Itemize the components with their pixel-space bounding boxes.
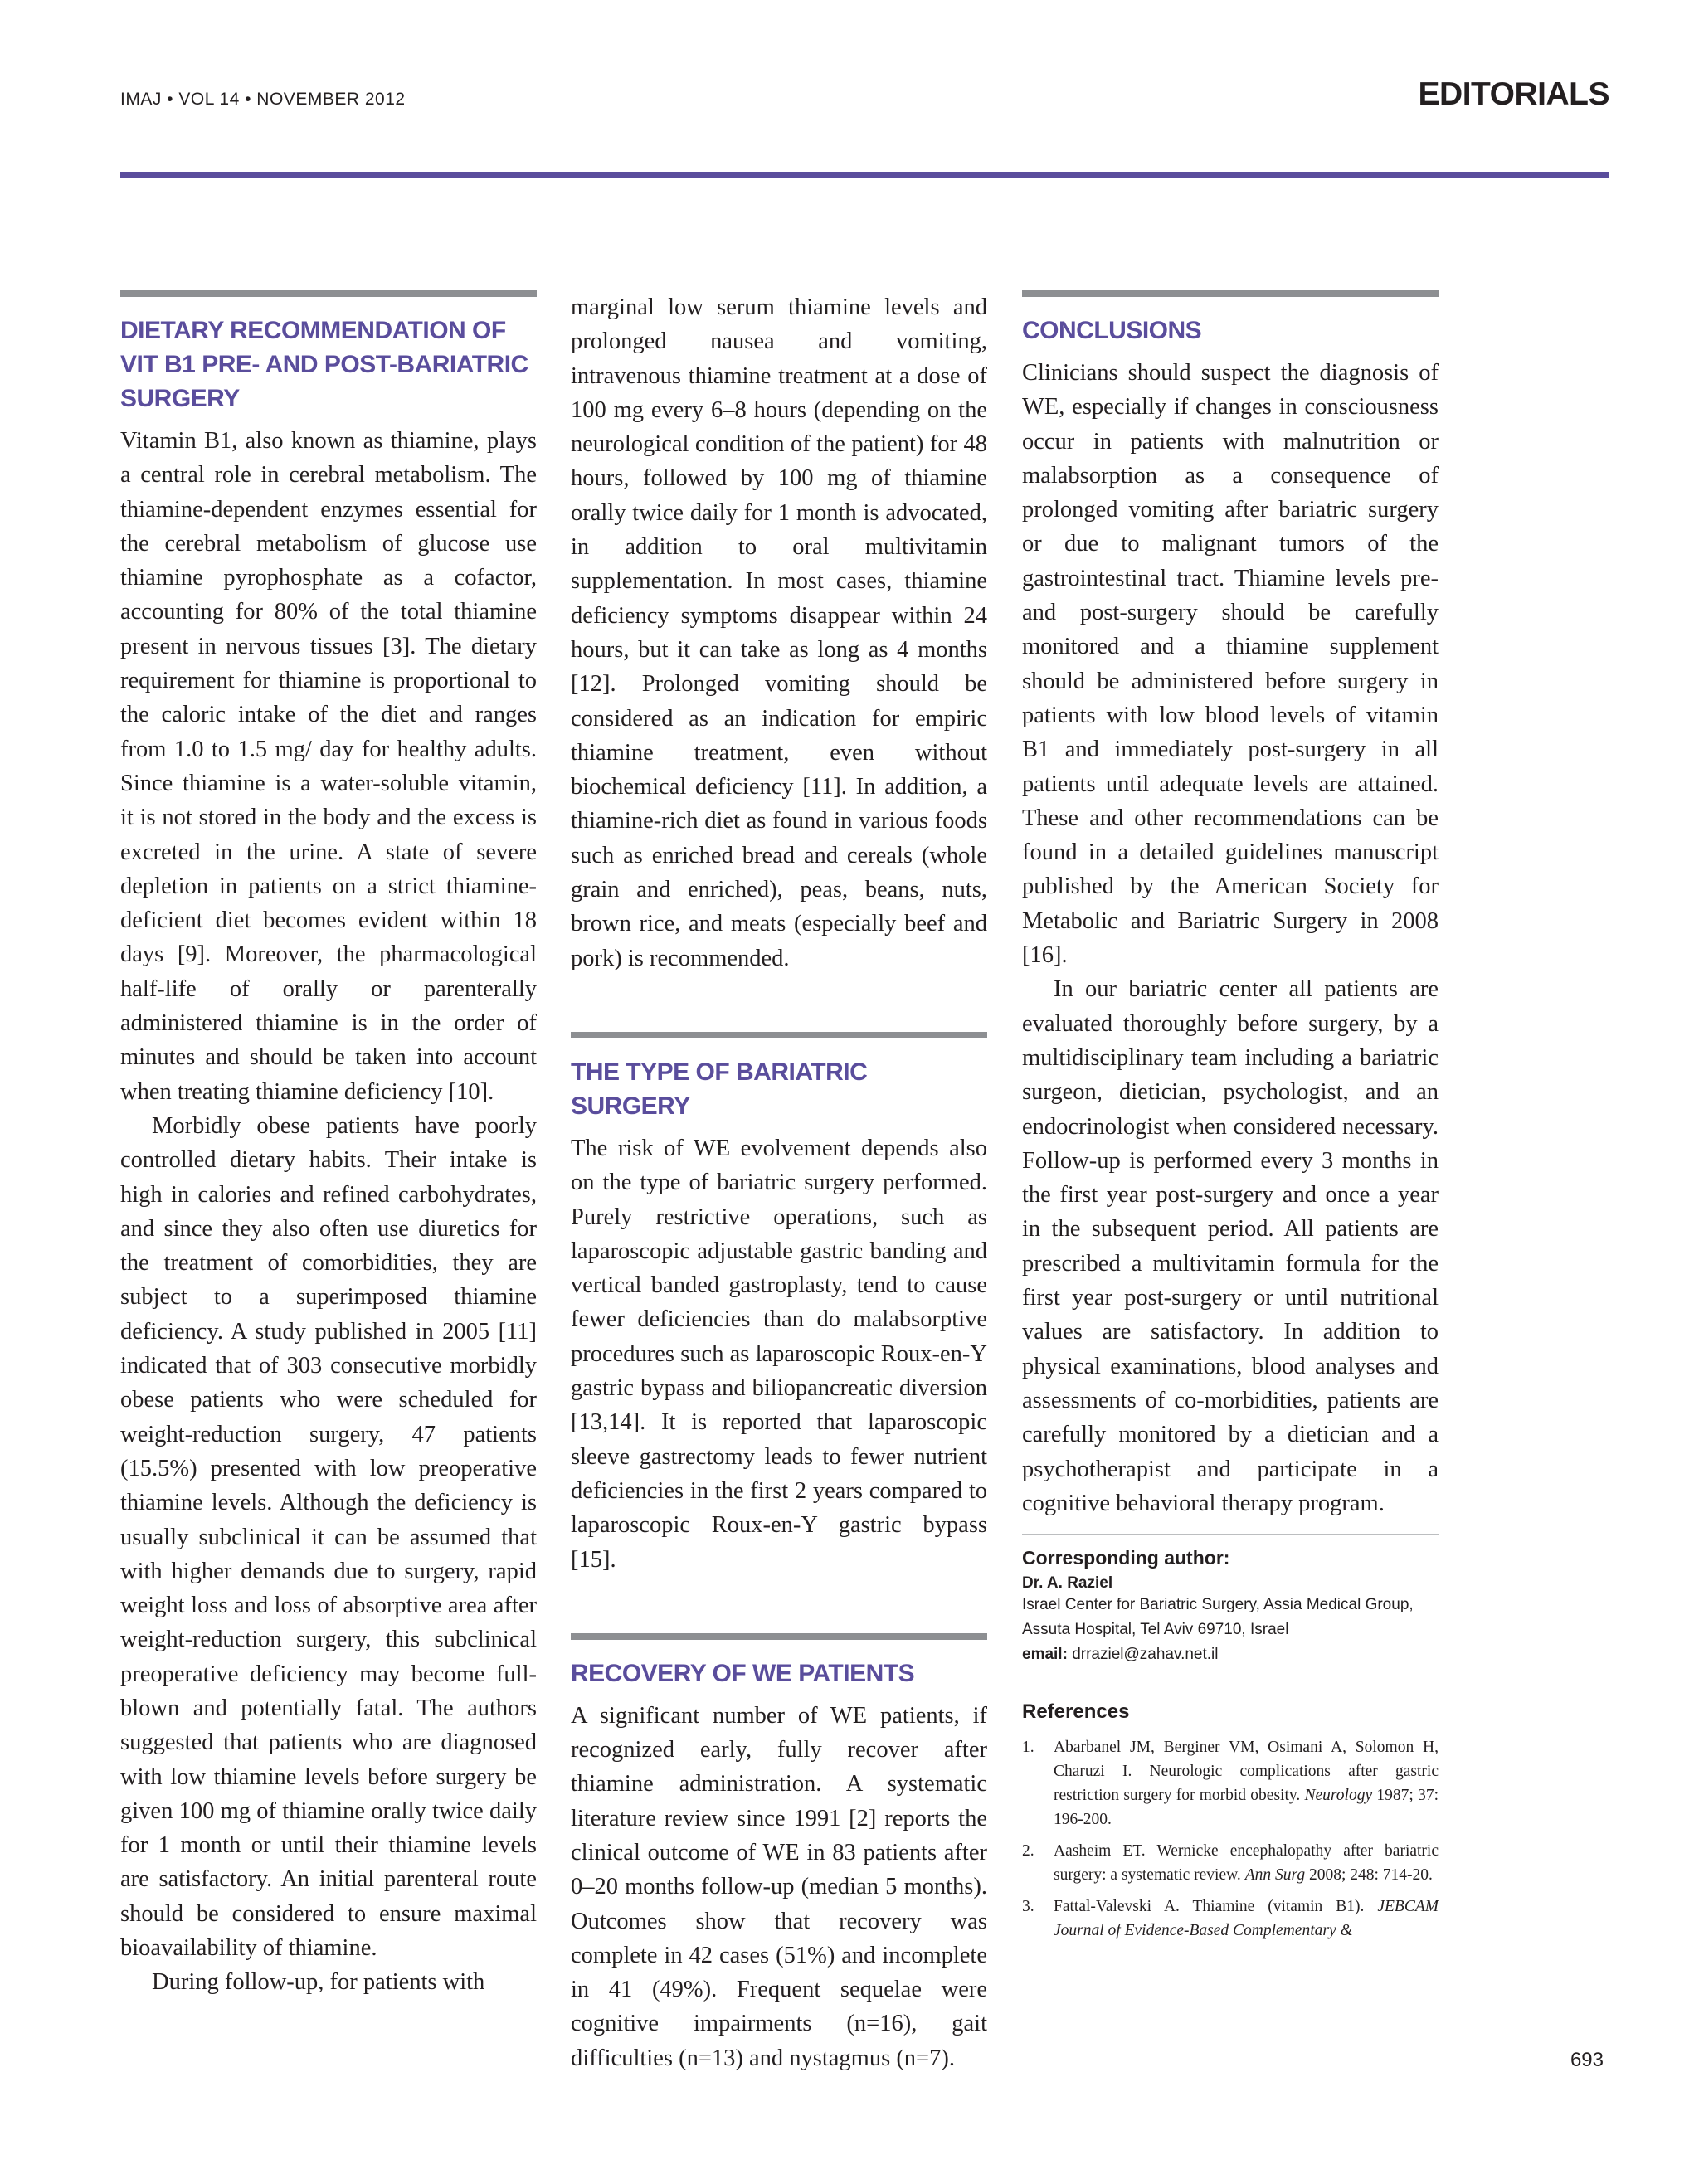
reference-item bbox=[1022, 1895, 1439, 1943]
corresponding-author-name: Dr. A. Raziel bbox=[1022, 1574, 1113, 1593]
reference-item bbox=[1022, 1839, 1439, 1887]
section-heading-conclusions: CONCLUSIONS bbox=[1022, 317, 1202, 344]
body-text bbox=[571, 1699, 987, 2075]
corresponding-rule bbox=[1022, 1534, 1439, 1535]
column-1 bbox=[120, 290, 537, 2000]
section-title: EDITORIALS bbox=[1418, 76, 1609, 112]
section-rule bbox=[120, 290, 537, 297]
body-text bbox=[571, 1131, 987, 1577]
body-text bbox=[571, 290, 987, 975]
column-2 bbox=[571, 290, 987, 2075]
paragraph: Vitamin B1, also known as thiamine, plays a central role in cerebral metabolism. The thiamine-dependent enzymes essential for the cerebral metabolism of glucose use thiamine pyrophosphate as a cofactor, accounting for 80% of the total thiamine present in nervous tissues [3]. The dietary requirement for thiamine is proportional to the caloric intake of the diet and ranges from 1.0 to 1.5 mg/ day for healthy adults. Since thiamine is a water-soluble vitamin, it is not stored in the body and the excess is excreted in the urine. A state of severe depletion in patients on a strict thiamine-deficient diet becomes evident within 18 days [9]. Moreover, the pharmacological half-life of orally or parenterally administered thiamine is in the order of minutes and should be taken into account when treating thiamine deficiency [10]. bbox=[120, 428, 537, 1105]
section-rule bbox=[571, 1032, 987, 1038]
references-heading: References bbox=[1022, 1700, 1130, 1724]
body-text bbox=[1022, 356, 1439, 1520]
running-header-journal: IMAJ • VOL 14 • NOVEMBER 2012 bbox=[120, 90, 406, 109]
reference-text: Aasheim ET. Wernicke encephalopathy after bariatric surgery: a systematic review. Ann Surg 2008; 248: 714-20. bbox=[1054, 1842, 1439, 1885]
paragraph: The risk of WE evolvement depends also on the type of bariatric surgery performed. Purely restrictive operations, such as laparoscopic adjustable gastric banding and vertical banded gastroplasty, tend to cause fewer deficiencies than do malabsorptive procedures such as laparoscopic Roux-en-Y gastric bypass and biliopancreatic diversion [13,14]. It is reported that laparoscopic sleeve gastrectomy leads to fewer nutrient deficiencies in the first 2 years compared to laparoscopic Roux-en-Y gastric bypass [15]. bbox=[571, 1135, 987, 1573]
section-rule bbox=[571, 1633, 987, 1640]
corresponding-email bbox=[1022, 1642, 1439, 1667]
body-text bbox=[120, 424, 537, 2000]
paragraph: Morbidly obese patients have poorly controlled dietary habits. Their intake is high in calories and refined carbohydrates, and since they also often use diuretics for the treatment of comorbidities, they are subject to a superimposed thiamine deficiency. A study published in 2005 [11] indicated that of 303 consecutive morbidly obese patients who were scheduled for weight-reduction surgery, 47 patients (15.5%) presented with low preoperative thiamine levels. Although the deficiency is usually subclinical it can be assumed that with higher demands due to surgery, rapid weight loss and loss of absorptive area after weight-reduction surgery, this subclinical preoperative deficiency may become full-blown and potentially fatal. The authors suggested that patients who are diagnosed with low thiamine levels before surgery be given 100 mg of thiamine orally twice daily for 1 month or until their thiamine levels are satisfactory. An initial parenteral route should be considered to ensure maximal bioavailability of thiamine. bbox=[120, 1112, 537, 1962]
email-address[interactable]: drraziel@zahav.net.il bbox=[1072, 1646, 1219, 1664]
section-heading-dietary: DIETARY RECOMMENDATION OF VIT B1 PRE- AND POST-BARIATRIC SURGERY bbox=[120, 317, 528, 412]
header-rule bbox=[120, 172, 1609, 178]
section-rule bbox=[1022, 290, 1439, 297]
paragraph: Clinicians should suspect the diagnosis of WE, especially if changes in consciousness occur in patients with malnutrition or malabsorption as a consequence of prolonged vomiting after bariatric surgery or due to malignant tumors of the gastrointestinal tract. Thiamine levels pre- and post-surgery should be carefully monitored and a thiamine supplement should be administered before surgery in patients with low blood levels of vitamin B1 and immediately post-surgery in all patients until adequate levels are attained. These and other recommendations can be found in a detailed guidelines manuscript published by the American Society for Metabolic and Bariatric Surgery in 2008 [16]. bbox=[1022, 360, 1439, 969]
corresponding-address: Israel Center for Bariatric Surgery, Assia Medical Group, bbox=[1022, 1596, 1414, 1614]
corresponding-address: Assuta Hospital, Tel Aviv 69710, Israel bbox=[1022, 1621, 1289, 1639]
email-label: email: bbox=[1022, 1646, 1068, 1664]
page-number: 693 bbox=[1570, 2049, 1604, 2071]
paragraph: During follow-up, for patients with bbox=[152, 1969, 485, 1996]
column-3 bbox=[1022, 290, 1439, 1950]
reference-item bbox=[1022, 1735, 1439, 1831]
corresponding-author-label: Corresponding author: bbox=[1022, 1547, 1230, 1569]
reference-text: Fattal-Valevski A. Thiamine (vitamin B1). JEBCAM Journal of Evidence-Based Complementary & bbox=[1054, 1898, 1439, 1940]
reference-number: 1. bbox=[1022, 1739, 1034, 1757]
paragraph: A significant number of WE patients, if recognized early, fully recover after thiamine administration. A systematic literature review since 1991 [2] reports the clinical outcome of WE in 83 patients after 0–20 months follow-up (median 5 months). Outcomes show that recovery was complete in 42 cases (51%) and incomplete in 41 (49%). Frequent sequelae were cognitive impairments (n=16), gait difficulties (n=13) and nystagmus (n=7). bbox=[571, 1702, 987, 2071]
reference-text: Abarbanel JM, Berginer VM, Osimani A, Solomon H, Charuzi I. Neurologic complications after gastric restriction surgery for morbid obesity. Neurology 1987; 37: 196-200. bbox=[1054, 1739, 1439, 1829]
paragraph: marginal low serum thiamine levels and prolonged nausea and vomiting, intravenous thiamine treatment at a dose of 100 mg every 6–8 hours (depending on the neurological condition of the patient) for 48 hours, followed by 100 mg of thiamine orally twice daily for 1 month is advocated, in addition to oral multivitamin supplementation. In most cases, thiamine deficiency symptoms disappear within 24 hours, but it can take as long as 4 months [12]. Prolonged vomiting should be considered as an indication for empiric thiamine treatment, even without biochemical deficiency [11]. In addition, a thiamine-rich diet as found in various foods such as enriched bread and cereals (whole grain and enriched), peas, beans, nuts, brown rice, and meats (especially beef and pork) is recommended. bbox=[571, 294, 987, 971]
paragraph: In our bariatric center all patients are evaluated thoroughly before surgery, by a multidisciplinary team including a bariatric surgeon, dietician, psychologist, and an endocrinologist when considered necessary. Follow-up is performed every 3 months in the first year post-surgery and once a year in the subsequent period. All patients are prescribed a multivitamin formula for the first year post-surgery or until nutritional values are satisfactory. In addition to physical examinations, blood analyses and assessments of co-morbidities, patients are carefully monitored by a dietician and a psychotherapist and participate in a cognitive behavioral therapy program. bbox=[1022, 976, 1439, 1516]
section-heading-recovery: RECOVERY OF WE PATIENTS bbox=[571, 1659, 915, 1687]
references-list bbox=[1022, 1735, 1439, 1943]
section-heading-type: THE TYPE OF BARIATRIC SURGERY bbox=[571, 1058, 868, 1120]
reference-number: 2. bbox=[1022, 1842, 1034, 1861]
reference-number: 3. bbox=[1022, 1898, 1034, 1916]
